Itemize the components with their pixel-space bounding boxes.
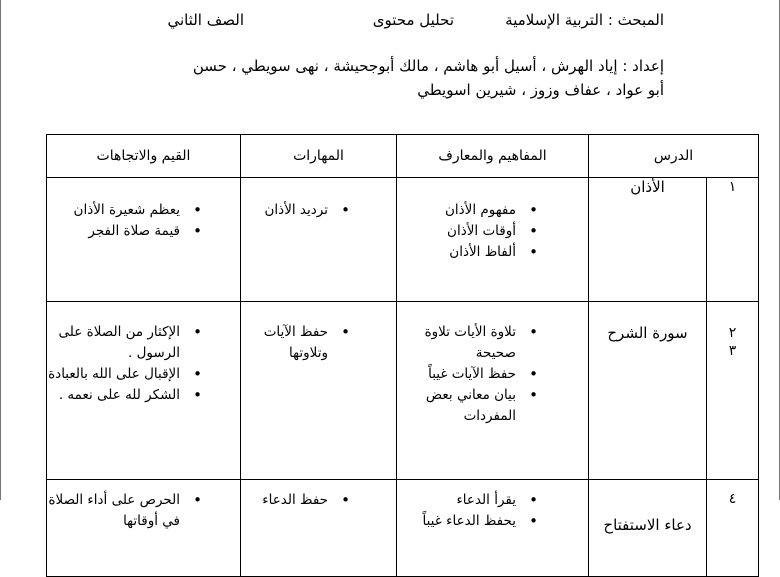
- list-item: • ألفاظ الأذان: [397, 242, 540, 263]
- list-item: • قيمة صلاة الفجر: [47, 221, 204, 242]
- list-item: • ترديد الأذان: [241, 200, 352, 221]
- lesson-number-cell: [707, 302, 759, 480]
- document-title: تحليل محتوى: [372, 11, 454, 29]
- document-header: [104, 10, 664, 32]
- table-header-row: [47, 135, 759, 178]
- subject-label: المبحث : التربية الإسلامية: [505, 11, 664, 29]
- prepared-by-line-1: إعداد : إياد الهرش ، أسيل أبو هاشم ، مالك أبوجحيشة ، نهى سويطي ، حسن: [192, 57, 664, 75]
- header-skills: المهارات: [241, 135, 397, 178]
- lesson-number: ٢: [728, 325, 737, 341]
- list-item: • حفظ الدعاء: [241, 490, 352, 511]
- list-item: • تلاوة الأيات تلاوة صحيحة: [397, 322, 540, 364]
- list-item: • مفهوم الأذان: [397, 200, 540, 221]
- list-item: • يحفظ الدعاء غيباً: [397, 511, 540, 532]
- header-lesson: الدرس: [589, 135, 759, 178]
- values-cell: [47, 302, 241, 480]
- lesson-number-cell: [707, 178, 759, 302]
- concepts-cell: [397, 178, 589, 302]
- table-row: [47, 302, 759, 480]
- list-item: • بيان معاني بعض المفردات: [397, 385, 540, 427]
- list-item: • أوقات الأذان: [397, 221, 540, 242]
- concepts-cell: [397, 480, 589, 577]
- header-concepts: المفاهيم والمعارف: [397, 135, 589, 178]
- lesson-number-secondary: ٣: [728, 343, 737, 359]
- skills-cell: [241, 480, 397, 577]
- page-left-edge: [0, 0, 1, 500]
- header-values: القيم والاتجاهات: [47, 135, 241, 178]
- list-item: • الحرص على أداء الصلاة في أوقاتها: [47, 490, 204, 532]
- list-item: • الإقبال على الله بالعبادة: [47, 364, 204, 385]
- prepared-by-line-2: أبو عواد ، عفاف وزوز ، شيرين اسويطي: [417, 81, 664, 99]
- lesson-name: دعاء الاستفتاح: [589, 480, 707, 577]
- list-item: • حفظ الآيات وتلاوتها: [241, 322, 352, 364]
- concepts-cell: [397, 302, 589, 480]
- grade-label: الصف الثاني: [167, 11, 244, 29]
- lesson-number: ٤: [728, 491, 737, 507]
- list-item: • يعظم شعيرة الأذان: [47, 200, 204, 221]
- lesson-name: الأذان: [589, 178, 707, 302]
- table-row: [47, 480, 759, 577]
- list-item: • حفظ الآيات غيباً: [397, 364, 540, 385]
- lesson-number-cell: [707, 480, 759, 577]
- list-item: • الشكر لله على نعمه .: [47, 385, 204, 406]
- skills-cell: [241, 302, 397, 480]
- skills-cell: [241, 178, 397, 302]
- list-item: • يقرأ الدعاء: [397, 490, 540, 511]
- table-row: [47, 178, 759, 302]
- list-item: • الإكثار من الصلاة على الرسول .: [47, 322, 204, 364]
- content-analysis-table: [46, 134, 759, 577]
- lesson-name: سورة الشرح: [589, 302, 707, 480]
- lesson-number: ١: [728, 179, 737, 195]
- values-cell: [47, 178, 241, 302]
- values-cell: [47, 480, 241, 577]
